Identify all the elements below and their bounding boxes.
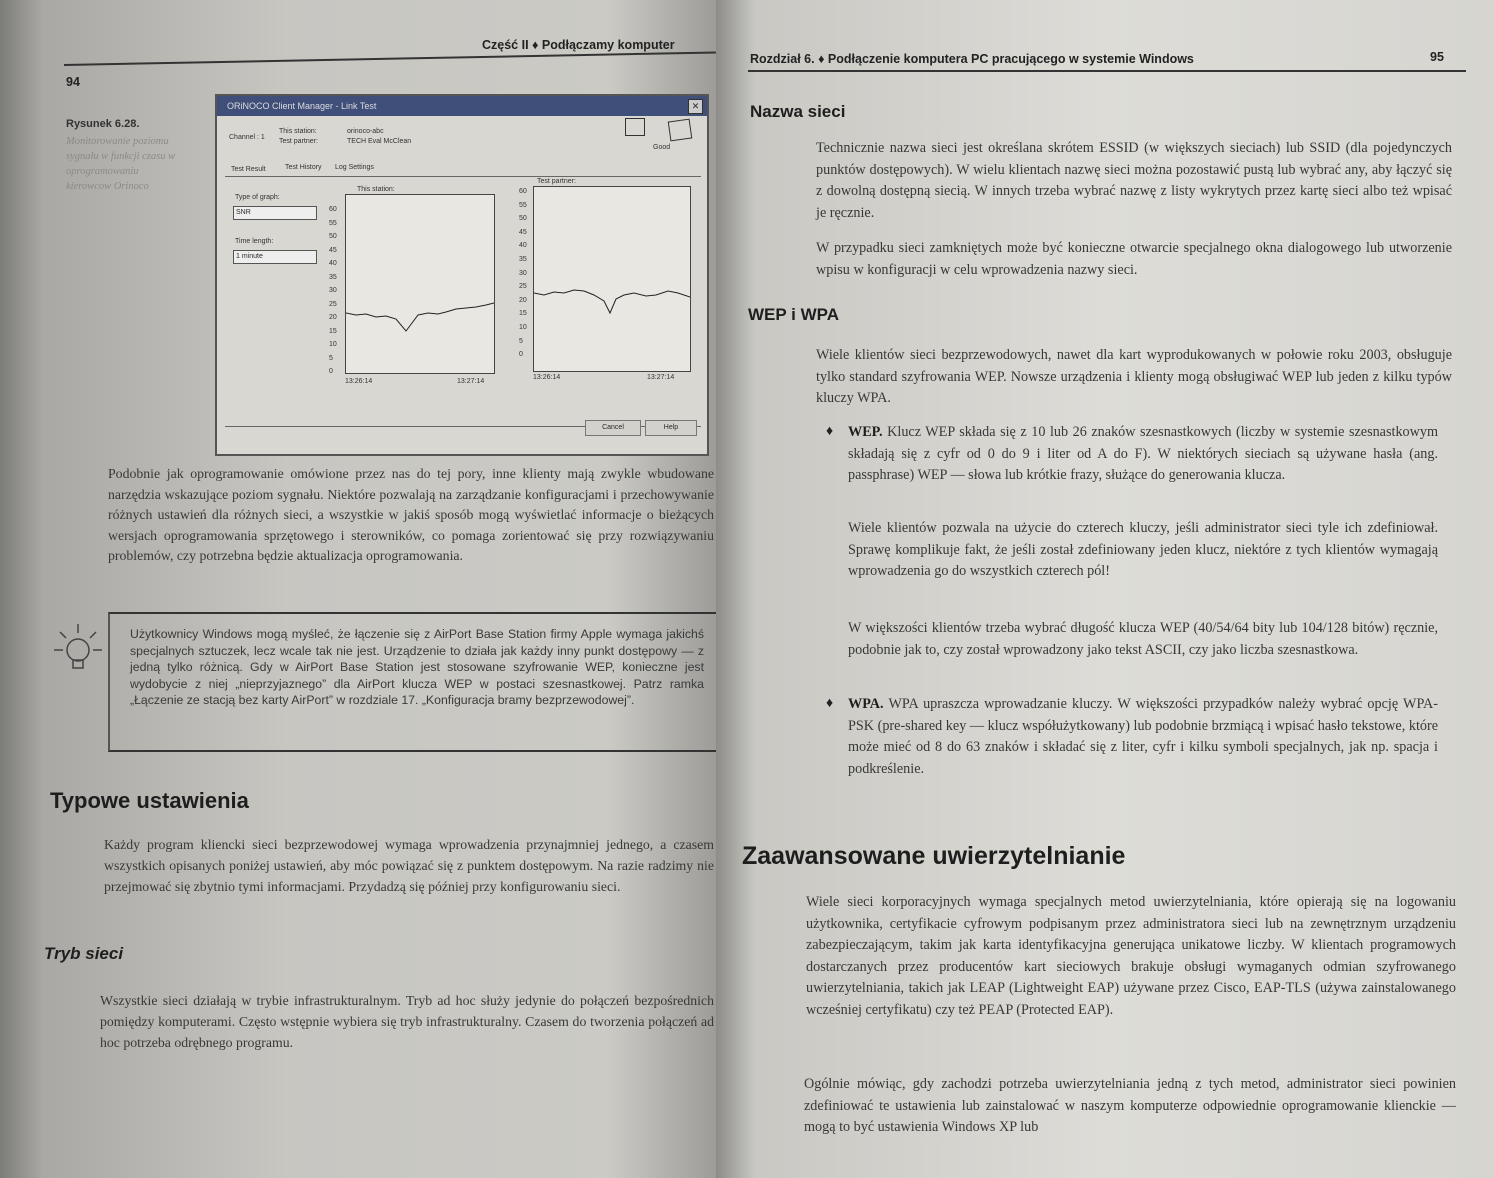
y-tick: 30 — [329, 287, 337, 294]
y-tick: 25 — [329, 300, 337, 308]
time-length-label: Time length: — [235, 238, 274, 245]
y-tick: 50 — [519, 215, 527, 223]
y-tick: 40 — [329, 260, 337, 267]
status-good: Good — [653, 144, 671, 151]
y-tick: 0 — [519, 351, 523, 359]
link-test-window — [215, 94, 709, 456]
y-tick: 20 — [519, 296, 527, 304]
right-page — [716, 0, 1494, 1178]
y-tick: 60 — [519, 188, 527, 195]
tab-test-history[interactable]: Test History — [285, 164, 322, 171]
laptop-icon — [625, 118, 645, 136]
y-tick: 15 — [519, 310, 527, 318]
graph-type-select[interactable]: SNR — [233, 206, 317, 220]
heading-tryb-sieci: Tryb sieci — [44, 944, 124, 963]
y-tick: 5 — [519, 337, 523, 345]
y-tick: 45 — [519, 228, 527, 236]
bullet-wpa-text: WPA upraszcza wprowadzanie kluczy. W większości przypadków należy wybrać opcję WPA-PSK (pre-shared key — klucz współużytkowany) lub podobnie brzmiącą i wpisać hasło tekstowe, które może mieć od 8 do 63 znaków i składać się z liter, cyfr i kilku symboli specjalnych, jak np. spacja i podkreślenie. — [848, 696, 1438, 777]
x-tick: 13:27:14 — [457, 378, 485, 385]
window-title: ORiNOCO Client Manager - Link Test — [217, 96, 707, 116]
paragraph-wep: Wiele klientów sieci bezprzewodowych, nawet dla kart wyprodukowanych w połowie roku 2003, obsługuje tylko standard szyfrowania WEP. Nowsze urządzenia i klienty mogą obsługiwać WEP lub jeden z kilku typów kluczy WPA. — [816, 347, 1452, 406]
access-point-icon — [668, 119, 693, 142]
station-name: orinoco-abc — [347, 128, 384, 135]
y-tick: 5 — [329, 354, 333, 362]
heading-zaawansowane: Zaawansowane uwierzytelnianie — [742, 842, 1126, 870]
channel-label: Channel : 1 — [229, 134, 265, 141]
left-plot-title: This station: — [357, 186, 395, 193]
y-tick: 0 — [329, 368, 333, 375]
paragraph-intro: Podobnie jak oprogramowanie omówione przez nas do tej pory, inne klienty mają zwykle wbudowane narzędzia wskazujące poziom sygnału. Niektóre pozwalają na zarządzanie konfiguracjami i przechowywanie różnych ustawień dla różnych sieci, a wszystkie w jakiś sposób mogą wyświetlać informacje o bieżących wersjach oprogramowania sprzętowego i sterowników, co pomaga zorientować się przy rozwiązywaniu problemów, czy potrzebna będzie aktualizacja oprogramowania. — [108, 466, 714, 563]
time-length-select[interactable]: 1 minute — [233, 250, 317, 264]
running-header-right: Rozdział 6. ♦ Podłączenie komputera PC pracującego w systemie Windows — [750, 52, 1194, 66]
tip-text: Użytkownicy Windows mogą myśleć, że łączenie się z AirPort Base Station firmy Apple wymaga jakichś specjalnych sztuczek, lecz wcale tak nie jest. Urządzenie to działa jak każdy inny punkt dostępowy — z jedną tylko różnicą. Gdy w AirPort Base Station jest stosowane szyfrowanie WEP, konieczne jest wydobycie z niej „nieprzyjaznego” dla AirPort klucza WEP w postaci szesnastkowej. Patrz ramka „Łączenie ze stacją bez karty AirPort” w rozdziale 17. „Konfiguracja bramy bezprzewodowej”. — [130, 627, 704, 708]
help-button[interactable]: Help — [645, 420, 697, 436]
page-number-right: 95 — [1430, 50, 1444, 64]
page-number-left: 94 — [66, 75, 80, 89]
bullet-wep — [848, 422, 1438, 487]
y-tick: 10 — [329, 341, 337, 348]
paragraph-nazwa-2: W przypadku sieci zamkniętych może być konieczne otwarcie specjalnego okna dialogowego lub utworzenie wpisu w konfiguracji w celu wprowadzenia nazwy sieci. — [816, 240, 1452, 278]
y-tick: 20 — [329, 314, 337, 321]
bullet-wpa — [848, 694, 1438, 780]
station-label: This station: — [279, 128, 317, 135]
left-page — [0, 0, 716, 1178]
bullet-icon: ♦ — [826, 424, 834, 439]
graph-type-label: Type of graph: — [235, 194, 280, 201]
header-rule-right — [748, 70, 1466, 72]
right-plot-title: Test partner: — [537, 178, 576, 185]
y-tick: 35 — [329, 273, 337, 281]
tab-test-result[interactable]: Test Result — [231, 166, 266, 173]
right-y-axis — [519, 188, 531, 365]
bullet-wep-text: Klucz WEP składa się z 10 lub 26 znaków szesnastkowych (liczby w systemie szesnastkowym składają się z cyfr od 0 do 9 i liter od A do F). W niektórych sieciach są używane hasła (ang. passphrase) WEP — słowa lub krótkie frazy, służące do generowania klucza. — [848, 424, 1439, 483]
partner-label: Test partner: — [279, 138, 318, 145]
y-tick: 40 — [519, 242, 527, 250]
bullet-wpa-label: WPA. — [848, 696, 884, 712]
header-rule-left — [64, 51, 716, 66]
paragraph-typowe: Każdy program kliencki sieci bezprzewodowej wymaga wprowadzenia przynajmniej jednego, a czasem wszystkich opisanych poniżej ustawień, aby móc powiązać się z punktem dostępowym. Na razie radzimy nie przejmować się zbytnio tymi informacjami. Przydadzą się później przy konfigurowaniu sieci. — [104, 837, 714, 894]
heading-nazwa-sieci: Nazwa sieci — [750, 102, 846, 121]
heading-wep-wpa: WEP i WPA — [748, 305, 839, 324]
x-tick: 13:27:14 — [647, 374, 675, 381]
partner-snr-plot — [533, 186, 691, 372]
close-icon[interactable]: ✕ — [688, 99, 703, 114]
y-tick: 45 — [329, 246, 337, 254]
y-tick: 30 — [519, 269, 527, 277]
figure-label: Rysunek 6.28. — [66, 118, 140, 130]
x-tick: 13:26:14 — [345, 378, 373, 385]
figure-caption: Monitorowanie poziomu sygnału w funkcji czasu w oprogramowaniu kierowcow Orinoco — [66, 136, 176, 192]
tip-box — [108, 612, 716, 752]
tab-divider — [225, 176, 701, 177]
running-header-left: Część II ♦ Podłączamy komputer — [482, 38, 675, 52]
bullet-wep-paragraph-3: W większości klientów trzeba wybrać długość klucza WEP (40/54/64 bity lub 104/128 bitów) ręcznie, podobnie jak to, czy został wprowadzony jako tekst ASCII, czy jako liczba szesnastkowa. — [848, 620, 1438, 658]
tab-log-settings[interactable]: Log Settings — [335, 164, 374, 171]
station-snr-plot — [345, 194, 495, 374]
left-y-axis — [329, 206, 341, 382]
y-tick: 15 — [329, 327, 337, 335]
y-tick: 50 — [329, 233, 337, 240]
bullet-icon: ♦ — [826, 696, 834, 711]
y-tick: 55 — [329, 219, 337, 227]
bullet-wep-label: WEP. — [848, 424, 883, 440]
partner-snr-line — [534, 290, 690, 313]
cancel-button[interactable]: Cancel — [585, 420, 641, 436]
x-tick: 13:26:14 — [533, 374, 561, 381]
y-tick: 35 — [519, 255, 527, 263]
y-tick: 55 — [519, 201, 527, 209]
y-tick: 25 — [519, 283, 527, 291]
paragraph-zaaw-2: Ogólnie mówiąc, gdy zachodzi potrzeba uwierzytelniania jedną z tych metod, administrator sieci powinien zdefiniować te ustawienia lub zainstalować w naszym komputerze odpowiednie oprogramowanie klienckie — mogą to być ustawienia Windows XP lub — [804, 1076, 1456, 1135]
y-tick: 60 — [329, 206, 337, 213]
paragraph-tryb: Wszystkie sieci działają w trybie infrastrukturalnym. Tryb ad hoc służy jedynie do połączeń bezpośrednich pomiędzy komputerami. Często wstępnie wybiera się tryb infrastrukturalny. Czasem do tworzenia połączeń ad hoc potrzeba odrębnego programu. — [100, 993, 714, 1050]
station-snr-line — [346, 303, 494, 331]
paragraph-zaaw-1: Wiele sieci korporacyjnych wymaga specjalnych metod uwierzytelniania, które opierają się na logowaniu użytkownika, certyfikacie cyfrowym podpisanym przez administratora sieci lub na zewnętrznym urządzeniu zabezpieczającym, takim jak karta identyfikacyjna generująca unikatowe liczby. W klientach programowych dostarczanych przez producentów kart sieciowych brakuje obsługi wymaganych odmian szyfrowanego uwierzytelniania, takich jak LEAP (Lightweight EAP) używane przez Cisco, EAP-TLS (używa zainstalowanego wcześniej certyfikatu) czy też PEAP (Protected EAP). — [806, 894, 1456, 1018]
y-tick: 10 — [519, 323, 527, 331]
heading-typowe-ustawienia: Typowe ustawienia — [50, 788, 249, 813]
paragraph-nazwa-1: Technicznie nazwa sieci jest określana skrótem ESSID (w większych sieciach) lub SSID (dla pojedynczych punktów dostępowych). W wielu klientach nazwę sieci można pozostawić pustą lub wybrać any, aby łączyć się z dowolną dostępną siecią. W innych trzeba wybrać nazwę z listy wykrytych przez kartę sieci albo też wpisać je ręcznie. — [816, 140, 1452, 221]
partner-name: TECH Eval McClean — [347, 138, 412, 145]
light-bulb-icon — [52, 620, 104, 678]
bullet-wep-paragraph-2: Wiele klientów pozwala na użycie do czterech kluczy, jeśli administrator sieci tyle ich zdefiniował. Sprawę komplikuje fakt, że jeśli został zdefiniowany jeden klucz, niektóre z tych klientów wymagają wprowadzenia go do wszystkich czterech pól! — [848, 520, 1438, 579]
